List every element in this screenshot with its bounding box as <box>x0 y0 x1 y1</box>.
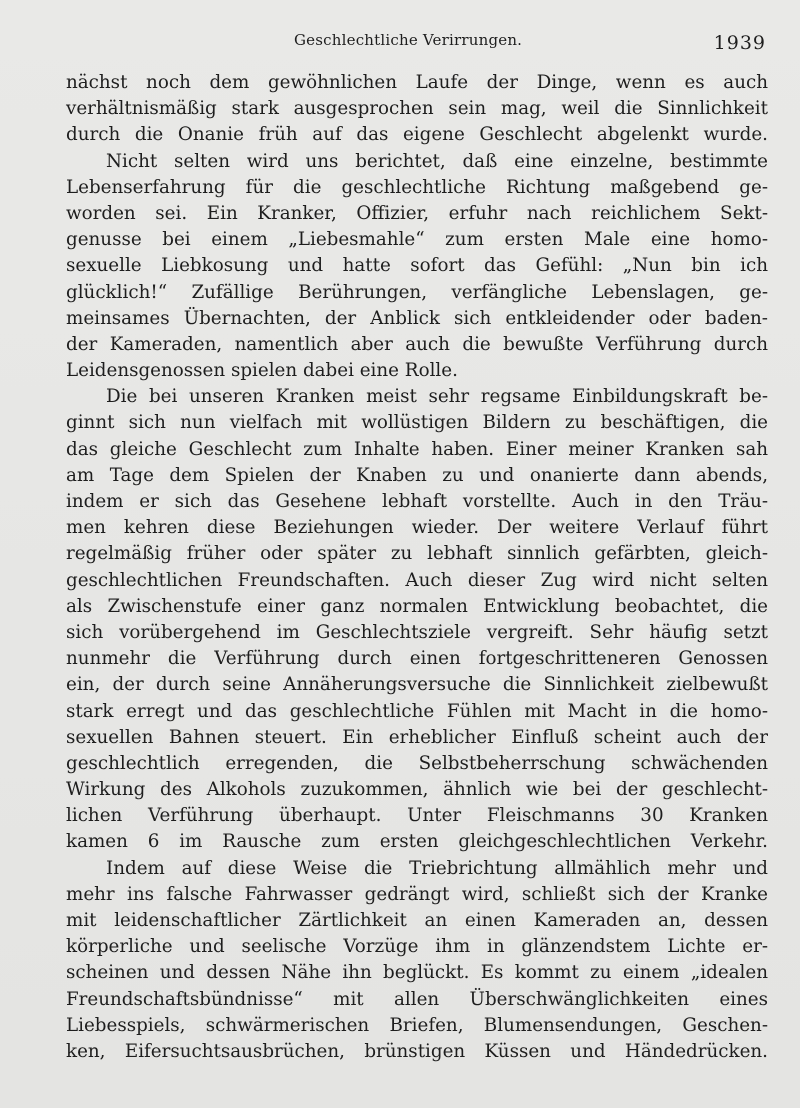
text-line: lichen Verführung überhaupt. Unter Fleischmanns 30 Kranken <box>66 805 768 827</box>
text-line: nunmehr die Verführung durch einen fortgeschritteneren Genossen <box>66 648 768 670</box>
text-line: sich vorübergehend im Geschlechtsziele vergreift. Sehr häufig setzt <box>66 621 769 643</box>
text-line: genusse bei einem „Liebesmahle“ zum ersten Male eine homo- <box>66 229 768 251</box>
running-head-title: Geschlechtliche Verirrungen. <box>294 31 523 49</box>
text-line: men kehren diese Beziehungen wieder. Der weitere Verlauf führt <box>66 517 768 539</box>
paragraph <box>66 856 768 1066</box>
text-line: Lebenserfahrung für die geschlechtliche Richtung maßgebend ge- <box>66 176 769 198</box>
text-line: mit leidenschaftlicher Zärtlichkeit an einen Kameraden an, dessen <box>66 910 768 931</box>
text-line: Indem auf diese Weise die Triebrichtung allmählich mehr und <box>106 857 768 879</box>
text-line: Leidensgenossen spielen dabei eine Rolle. <box>66 360 458 382</box>
text-line: verhältnismäßig stark ausgesprochen sein mag, weil die Sinnlichkeit <box>66 98 768 120</box>
text-line: kamen 6 im Rausche zum ersten gleichgeschlechtlichen Verkehr. <box>66 831 768 853</box>
text-line: sexuelle Liebkosung und hatte sofort das Gefühl: „Nun bin ich <box>66 255 768 277</box>
text-line: ken, Eifersuchtsausbrüchen, brünstigen Küssen und Händedrücken. <box>66 1040 768 1062</box>
paragraph <box>66 149 768 385</box>
text-line: der Kameraden, namentlich aber auch die bewußte Verführung durch <box>66 333 768 355</box>
text-line: mehr ins falsche Fahrwasser gedrängt wird, schließt sich der Kranke <box>66 883 768 905</box>
text-line: geschlechtlichen Freundschaften. Auch dieser Zug wird nicht selten <box>66 569 768 591</box>
text-line: am Tage dem Spielen der Knaben zu und onanierte dann abends, <box>66 464 768 486</box>
text-line: scheinen und dessen Nähe ihn beglückt. Es kommt zu einem „idealen <box>66 962 768 984</box>
text-line: ginnt sich nun vielfach mit wollüstigen Bildern zu beschäftigen, die <box>66 412 768 434</box>
text-line: Freundschaftsbündnisse“ mit allen Überschwänglichkeiten eines <box>66 988 768 1010</box>
text-line: ein, der durch seine Annäherungsversuche die Sinnlichkeit zielbewußt <box>66 674 768 696</box>
page-number: 1939 <box>713 32 766 54</box>
text-line: stark erregt und das geschlechtliche Fühlen mit Macht in die homo- <box>66 700 768 722</box>
text-line: Wirkung des Alkohols zuzukommen, ähnlich wie bei der geschlecht- <box>66 779 768 801</box>
body-text <box>66 70 768 1065</box>
text-line: Die bei unseren Kranken meist sehr regsame Einbildungskraft be- <box>106 386 768 408</box>
text-line: Liebesspiels, schwärmerischen Briefen, Blumensendungen, Geschen- <box>66 1014 768 1036</box>
text-line: als Zwischenstufe einer ganz normalen Entwicklung beobachtet, die <box>66 595 768 617</box>
text-line: sexuellen Bahnen steuert. Ein erheblicher Einfluß scheint auch der <box>66 726 768 748</box>
text-line: worden sei. Ein Kranker, Offizier, erfuhr nach reichlichem Sekt- <box>66 202 768 224</box>
running-head <box>66 31 766 55</box>
text-line: körperliche und seelische Vorzüge ihm in glänzendstem Lichte er- <box>66 936 768 958</box>
text-line: geschlechtlich erregenden, die Selbstbeherrschung schwächenden <box>66 752 768 774</box>
text-line: meinsames Übernachten, der Anblick sich entkleidender oder baden- <box>66 307 768 329</box>
text-line: indem er sich das Gesehene lebhaft vorstellte. Auch in den Träu- <box>66 491 768 512</box>
text-line: regelmäßig früher oder später zu lebhaft sinnlich gefärbten, gleich- <box>66 543 768 565</box>
text-line: Nicht selten wird uns berichtet, daß eine einzelne, bestimmte <box>106 150 768 172</box>
text-line: nächst noch dem gewöhnlichen Laufe der Dinge, wenn es auch <box>66 72 768 93</box>
paragraph <box>66 70 768 149</box>
text-line: durch die Onanie früh auf das eigene Geschlecht abgelenkt wurde. <box>66 124 768 146</box>
text-line: das gleiche Geschlecht zum Inhalte haben. Einer meiner Kranken sah <box>66 438 768 460</box>
text-line: glücklich!“ Zufällige Berührungen, verfängliche Lebenslagen, ge- <box>66 281 768 303</box>
paragraph <box>66 384 768 855</box>
